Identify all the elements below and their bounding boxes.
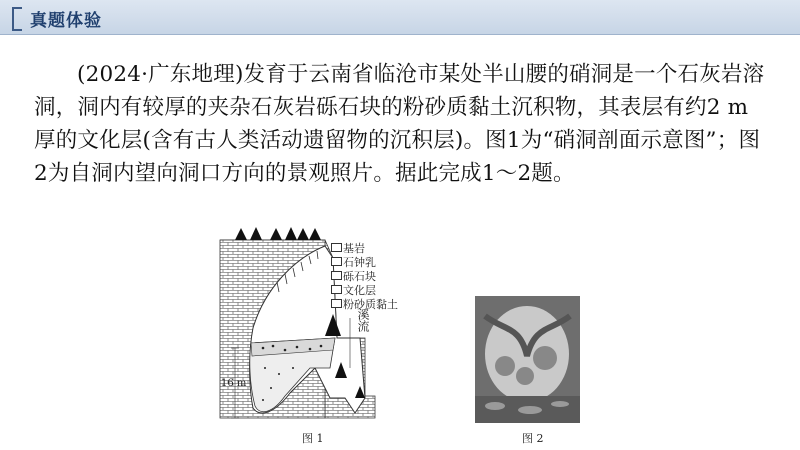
section-title: 真题体验: [30, 11, 102, 31]
figure-2-caption: 图 2: [522, 432, 544, 445]
legend-bedrock: 基岩: [343, 242, 365, 255]
legend-swatch-gravel: [331, 271, 342, 280]
legend-swatch-bedrock: [331, 243, 342, 252]
trees-top: [235, 227, 321, 240]
legend-gravel: 砾石块: [343, 270, 376, 283]
stream-label: 溪流: [356, 308, 370, 332]
legend-swatch-culture-layer: [331, 285, 342, 294]
scale-label: 16 m: [221, 378, 247, 389]
question-stem: (2024·广东地理)发育于云南省临沧市某处半山腰的硝洞是一个石灰岩溶洞，洞内有较厚的夹杂石灰岩砾石块的粉砂质黏土沉积物，其表层有约2 m厚的文化层(含有古人类活动遗留物的沉积层)。图1为“硝洞剖面示意图”；图2为自洞内望向洞口方向的景观照片。据此完成1～2题。: [34, 62, 765, 186]
legend-swatch-stalactite: [331, 257, 342, 266]
section-header: [0, 0, 800, 35]
legend-culture-layer: 文化层: [343, 284, 376, 297]
legend-stalactite: 石钟乳: [343, 256, 376, 269]
figure-2-cave-photo: [475, 296, 580, 423]
cave-entrance-photo: [475, 296, 580, 423]
legend-swatch-clay: [331, 299, 342, 308]
figure-1-caption: 图 1: [302, 432, 324, 445]
header-bracket-decoration: [12, 7, 22, 31]
legend-clay: 粉砂质黏土: [343, 298, 398, 311]
